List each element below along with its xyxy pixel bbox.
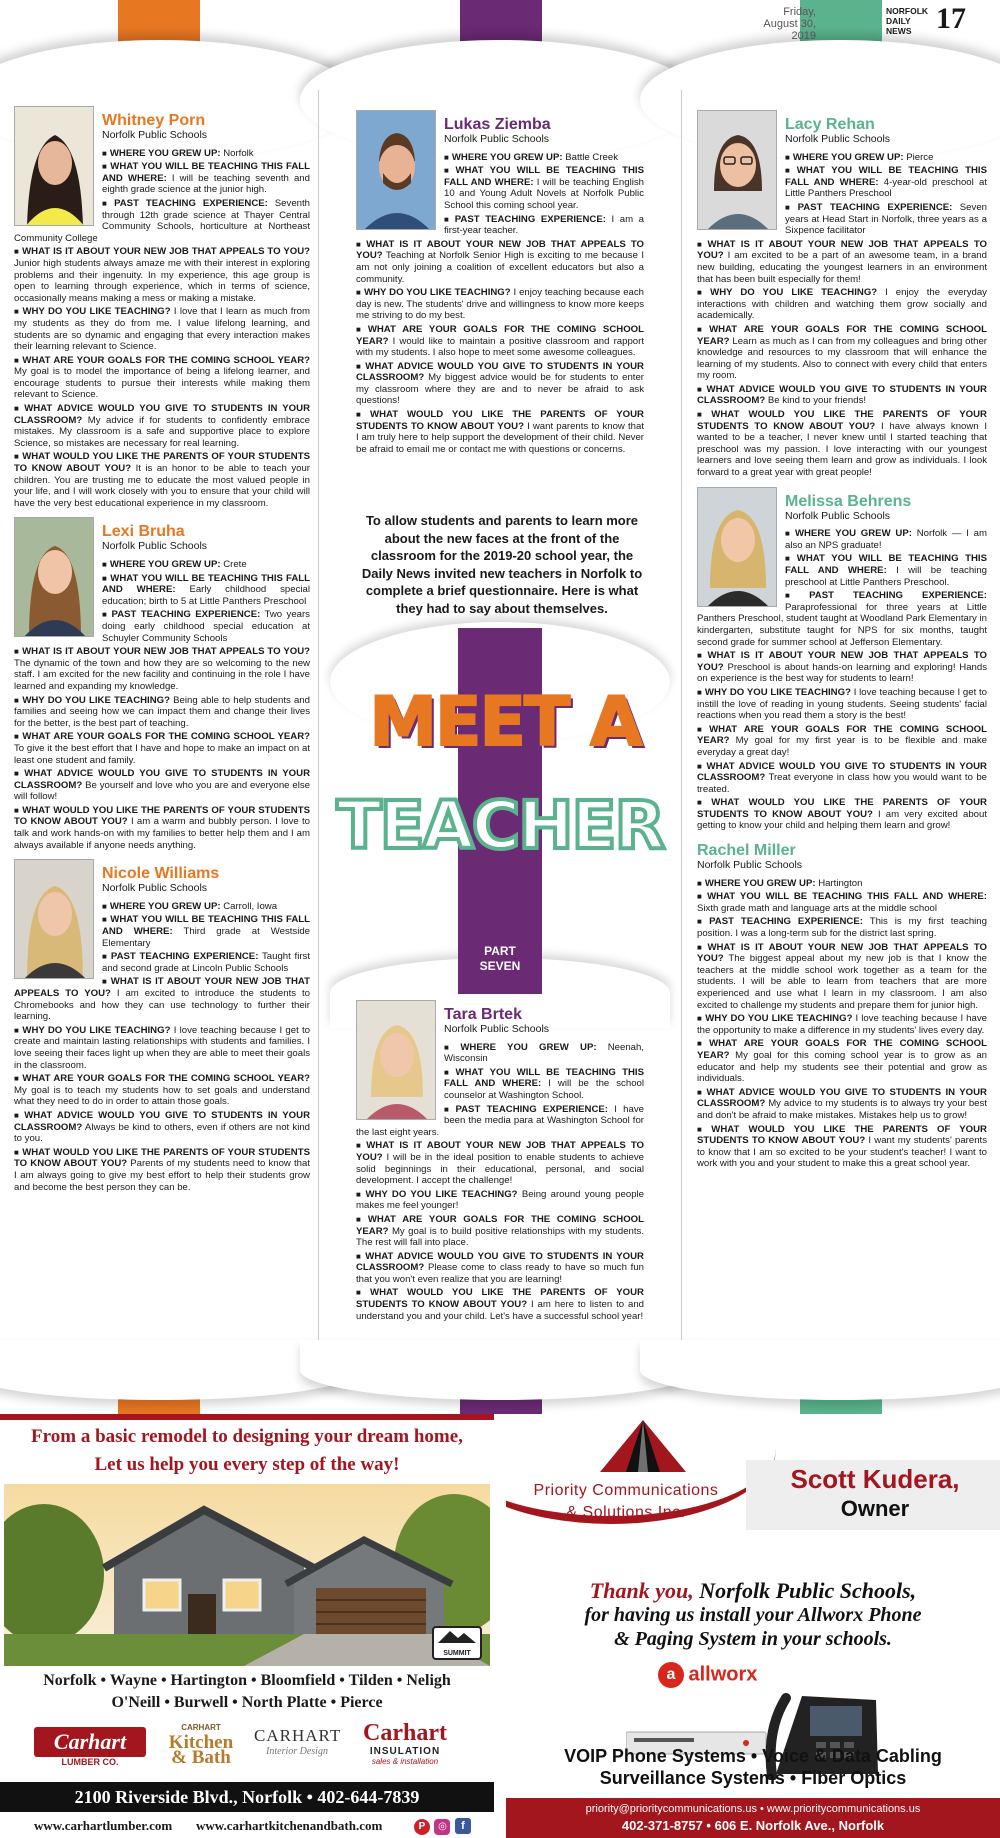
priority-thanks-b: Norfolk Public Schools, (699, 1578, 917, 1603)
carhart-web-2[interactable]: www.carhartkitchenandbath.com (196, 1818, 383, 1833)
paper-name-3: NEWS (886, 26, 912, 36)
summit-label: SUMMIT (443, 1650, 471, 1657)
priority-footer-address: 402-371-8757 • 606 E. Norfolk Ave., Norfolk (621, 1818, 885, 1833)
allworx-logo (658, 1662, 778, 1692)
teacher-entry-lukas: Lukas Ziemba Norfolk Public Schools ■ WHERE YOU GREW UP: Battle Creek ■ WHAT YOU WILL BE TEACHING THIS FALL AND WHERE: I will be teaching English 10 and Young Adult Novels at Norfolk Public School this coming school year. ■ PAST TEACHING EXPERIENCE: I am a first-year teacher. ■ WHAT IS IT ABOUT YOUR NEW JOB THAT APPEALS TO YOU? Teaching at Norfolk Senior High is exciting to me because I am not only joining a coalition of excellent educators but also a community. ■ WHY DO YOU LIKE TEACHING? I enjoy teaching because each day is new. The students' drive and willingness to know more keeps me striving to do my best. ■ WHAT ARE YOUR GOALS FOR THE COMING SCHOOL YEAR? I would like to maintain a positive classroom and rapport with my students. I also hope to meet some awesome colleagues. ■ WHAT ADVICE WOULD YOU GIVE TO STUDENTS IN YOUR CLASSROOM? My biggest advice would be for students to enter my classroom where they are and to never be afraid to ask questions! ■ WHAT WOULD YOU LIKE THE PARENTS OF YOUR STUDENTS TO KNOW ABOUT YOU? I want parents to know that I am truly here to help support the development of their child. Never be afraid to email me or contact me with questions or concerns. (356, 110, 644, 457)
column-middle (356, 110, 644, 510)
teacher-school: Norfolk Public Schools (102, 882, 208, 895)
carhart-lumber-name: Carhart (34, 1727, 146, 1757)
priority-footer (506, 1798, 1000, 1838)
facebook-icon[interactable]: f (455, 1818, 471, 1834)
pinterest-icon[interactable]: P (414, 1819, 430, 1835)
teacher-entry-lacy: Lacy Rehan Norfolk Public Schools ■ WHERE YOU GREW UP: Pierce ■ WHAT YOU WILL BE TEACHING THIS FALL AND WHERE: 4-year-old preschool at Little Panthers Preschool ■ PAST TEACHING EXPERIENCE: Seven years at Head Start in Norfolk, three years as a Sixpence facilitator ■ WHAT IS IT ABOUT YOUR NEW JOB THAT APPEALS TO YOU? I am excited to be a part of an awesome team, in a brand new building, educating the youngest learners in an environment that has been built especially for them! ■ WHY DO YOU LIKE TEACHING? I enjoy the everyday interactions with children and watching them grow socially and academically. ■ WHAT ARE YOUR GOALS FOR THE COMING SCHOOL YEAR? Learn as much as I can from my colleagues and bring other knowledge and resources to my classroom that will enhance the learning of my students. Also to connect with every child that enters my room. ■ WHAT ADVICE WOULD YOU GIVE TO STUDENTS IN YOUR CLASSROOM? Be kind to your friends! ■ WHAT WOULD YOU LIKE THE PARENTS OF YOUR STUDENTS TO KNOW ABOUT YOU? I have always known I wanted to be a teacher, I never knew until I started teaching that preschool was my passion. I love interacting with our youngest learners and love seeing them learn and grow as individuals. I look forward to a great year with great people! (697, 110, 987, 481)
priority-footer-web[interactable]: priority@prioritycommunications.us • www.prioritycommunications.us (585, 1803, 921, 1815)
paper-name-1: NORFOLK (886, 6, 929, 16)
teacher-photo (697, 110, 777, 230)
priority-thanks-3: & Paging System in your schools. (614, 1628, 892, 1650)
teacher-photo (14, 517, 94, 637)
date-line-1: Friday, (783, 6, 816, 18)
logo-line-1 (360, 683, 650, 762)
priority-company-2: & Solutions Inc. (566, 1504, 686, 1521)
teacher-photo (14, 859, 94, 979)
teacher-school: Norfolk Public Schools (444, 133, 550, 145)
priority-ad[interactable] (506, 1414, 1000, 1838)
teacher-school: Norfolk Public Schools (102, 540, 208, 553)
house-photo (4, 1484, 490, 1666)
teacher-school: Norfolk Public Schools (785, 509, 891, 522)
teacher-school: Norfolk Public Schools (785, 133, 891, 145)
teacher-entry-tara: Tara Brtek Norfolk Public Schools ■ WHERE YOU GREW UP: Neenah, Wisconsin ■ WHAT YOU WILL BE TEACHING THIS FALL AND WHERE: I will be the school counselor at Washington School. ■ PAST TEACHING EXPERIENCE: I have been the media para at Washington School for the last eight years. ■ WHAT IS IT ABOUT YOUR NEW JOB THAT APPEALS TO YOU? I will be in the ideal position to enable students to achieve solid beginnings in their educational, personal, and social development. I accept the challenge! ■ WHY DO YOU LIKE TEACHING? Being around young people makes me feel younger! ■ WHAT ARE YOUR GOALS FOR THE COMING SCHOOL YEAR? My goal is to build positive relationships with my students. The rest will fall into place. ■ WHAT ADVICE WOULD YOU GIVE TO STUDENTS IN YOUR CLASSROOM? Please come to class ready to have so much fun that you won't even realize that you are learning! ■ WHAT WOULD YOU LIKE THE PARENTS OF YOUR STUDENTS TO KNOW ABOUT YOU? I am here to listen to and understand you and your child. Let's have a successful school year! (356, 1000, 644, 1324)
priority-thanks-a: Thank you, (589, 1578, 694, 1603)
logo-part-seven (458, 944, 542, 974)
teacher-entry-whitney: Whitney Porn Norfolk Public Schools ■ WHERE YOU GREW UP: Norfolk ■ WHAT YOU WILL BE TEACHING THIS FALL AND WHERE: I will be teaching seventh and eighth grade science at the junior high. ■ PAST TEACHING EXPERIENCE: Seventh through 12th grade science at Thayer Central Community Schools, horticulture at Northeast Community College ■ WHAT IS IT ABOUT YOUR NEW JOB THAT APPEALS TO YOU? Junior high students always amaze me with their interest in exploring problems and their ingenuity. In my experience, this age group is open to learning through experience, which in terms of science, occasionally means making a mess or making a mistake. ■ WHY DO YOU LIKE TEACHING? I love that I learn as much from my students as they do from me. I value lifelong learning, and students are so dynamic and engaging that every interaction makes their learning relevant to Science. ■ WHAT ARE YOUR GOALS FOR THE COMING SCHOOL YEAR? My goal is to model the importance of being a lifelong learner, and encourage students to pursue their interests while making them relevant to Science. ■ WHAT ADVICE WOULD YOU GIVE TO STUDENTS IN YOUR CLASSROOM? My advice if for students to confidently embrace mistakes. My classroom is a safe and supportive place to explore Science, so mistakes are necessary for real learning. ■ WHAT WOULD YOU LIKE THE PARENTS OF YOUR STUDENTS TO KNOW ABOUT YOU? It is an honor to be able to teach your children. You are trusting me to educate the most valued people in your life, and I will work closely with you to ensure that your child will have the very best educational experience in my classroom. (14, 106, 310, 511)
priority-thanks-2: for having us install your Allworx Phone (584, 1604, 922, 1626)
teacher-school: Norfolk Public Schools (444, 1023, 550, 1035)
teacher-name: Melissa Behrens (785, 492, 912, 510)
teacher-entry-nicole: Nicole Williams Norfolk Public Schools ■ WHERE YOU GREW UP: Carroll, Iowa ■ WHAT YOU WILL BE TEACHING THIS FALL AND WHERE: Third grade at Westside Elementary ■ PAST TEACHING EXPERIENCE: Taught first and second grade at Lincoln Public Schools ■ WHAT IS IT ABOUT YOUR NEW JOB THAT APPEALS TO YOU? I am excited to introduce the students to Chromebooks and how they can use technology to further their learning. ■ WHY DO YOU LIKE TEACHING? I love teaching because I get to create and maintain lasting relationships with students and families. I love seeing their faces light up when they are able to meet their goals in the classroom. ■ WHAT ARE YOUR GOALS FOR THE COMING SCHOOL YEAR? My goal is to teach my students how to set goals and understand what they need to do in order to attain those goals. ■ WHAT ADVICE WOULD YOU GIVE TO STUDENTS IN YOUR CLASSROOM? Always be kind to others, even if others are not kind to you. ■ WHAT WOULD YOU LIKE THE PARENTS OF YOUR STUDENTS TO KNOW ABOUT YOU? Parents of my students need to know that I am always going to give my best effort to help their students grow and become the best person they can be. (14, 859, 310, 1195)
carhart-kitchen-label: CARHART (181, 1723, 221, 1732)
teacher-name: Lukas Ziemba (444, 116, 551, 133)
teacher-entry-rachel: Rachel Miller Norfolk Public Schools ■ WHERE YOU GREW UP: Hartington ■ WHAT YOU WILL BE TEACHING THIS FALL AND WHERE: Sixth grade math and language arts at the middle school ■ PAST TEACHING EXPERIENCE: This is my first teaching position. I was a long-term sub for the district last spring. ■ WHAT IS IT ABOUT YOUR NEW JOB THAT APPEALS TO YOU? The biggest appeal about my new job is that I know the teachers at the middle school work together as a team for the students. I will be able to learn from teachers that are more experienced and use what I learn in my classroom. I am also excited to challenge my students and prepare them for junior high. ■ WHY DO YOU LIKE TEACHING? I love teaching because I have the opportunity to make a difference in my students' lives every day. ■ WHAT ARE YOUR GOALS FOR THE COMING SCHOOL YEAR? My goal for this coming school year is to grow as an educator and help my students see their potential and grow as individuals. ■ WHAT ADVICE WOULD YOU GIVE TO STUDENTS IN YOUR CLASSROOM? My advice to my students is to always try your best and don't be afraid to make mistakes. Mistakes help us to grow! ■ WHAT WOULD YOU LIKE THE PARENTS OF YOUR STUDENTS TO KNOW ABOUT YOU? I want my students' parents to know that I am so excited to be your student's teacher! I want to work with you and your student to make this a great school year. (697, 842, 987, 1170)
priority-services-1: VOIP Phone Systems • Voice & Data Cabling (564, 1746, 942, 1766)
priority-logo-icon (598, 1418, 688, 1474)
logo-teacher: TEACHER (336, 787, 664, 864)
instagram-icon[interactable]: ◎ (434, 1819, 450, 1835)
carhart-interior-logo (254, 1726, 340, 1772)
teacher-school: Norfolk Public Schools (697, 859, 803, 872)
column-middle-lower (356, 1000, 644, 1340)
logo-meet-a: MEET A (369, 683, 641, 762)
carhart-address[interactable]: 2100 Riverside Blvd., Norfolk • 402-644-7839 (0, 1782, 494, 1812)
priority-company-1: Priority Communications (533, 1482, 719, 1499)
column-left (14, 106, 310, 1376)
teacher-name: Tara Brtek (444, 1006, 522, 1023)
summit-badge (432, 1626, 482, 1660)
carhart-kitchen-name: Kitchen (168, 1732, 234, 1753)
carhart-lumber-sub: LUMBER CO. (61, 1757, 119, 1767)
bottom-arc-right (640, 1340, 1000, 1400)
column-right (697, 110, 987, 1380)
allworx-label: allworx (688, 1663, 758, 1686)
column-divider-right (681, 90, 682, 1380)
teacher-photo (356, 110, 436, 230)
carhart-headline-2: Let us help you every step of the way! (94, 1454, 400, 1475)
carhart-towns-2: O'Neill • Burwell • North Platte • Pierce (111, 1694, 383, 1711)
teacher-entry-melissa: Melissa Behrens Norfolk Public Schools ■ WHERE YOU GREW UP: Norfolk — I am also an NPS graduate! ■ WHAT YOU WILL BE TEACHING THIS FALL AND WHERE: I will be teaching preschool at Little Panthers Preschool. ■ PAST TEACHING EXPERIENCE: Paraprofessional for three years at Little Panthers Preschool, student taught at Woodland Park Elementary in kindergarten, substitute taught for NPS for six months, taught second grade for summer school at Jefferson Elementary. ■ WHAT IS IT ABOUT YOUR NEW JOB THAT APPEALS TO YOU? Preschool is about hands-on learning and exploring! Hands on experience is the best way for students to learn! ■ WHY DO YOU LIKE TEACHING? I love teaching because I get to instill the love of reading in young students. Seeing students' facial reactions when you read them a story is the best! ■ WHAT ARE YOUR GOALS FOR THE COMING SCHOOL YEAR? My goal for my first year is to be flexible and make everyday a great day! ■ WHAT ADVICE WOULD YOU GIVE TO STUDENTS IN YOUR CLASSROOM? Treat everyone in class how you would want to be treated. ■ WHAT WOULD YOU LIKE THE PARENTS OF YOUR STUDENTS TO KNOW ABOUT YOU? I am very excited about getting to know your child and helping them learn and grow! (697, 487, 987, 834)
carhart-kitchen-bath: & Bath (171, 1747, 231, 1768)
teacher-entry-lexi: Lexi Bruha Norfolk Public Schools ■ WHERE YOU GREW UP: Crete ■ WHAT YOU WILL BE TEACHING THIS FALL AND WHERE: Early childhood special education; birth to 5 at Little Panthers Preschool ■ PAST TEACHING EXPERIENCE: Two years doing early childhood special education at Schuyler Community Schools ■ WHAT IS IT ABOUT YOUR NEW JOB THAT APPEALS TO YOU? The dynamic of the town and how they are so welcoming to the new staff. I am excited for the new facility and continuing in the role I have learned and expanding my knowledge. ■ WHY DO YOU LIKE TEACHING? Being able to help students and families and seeing how we can impact them and change their lives for the better, is the best part of teaching. ■ WHAT ARE YOUR GOALS FOR THE COMING SCHOOL YEAR? To give it the best effort that I have and hope to make an impact on at least one student and family. ■ WHAT ADVICE WOULD YOU GIVE TO STUDENTS IN YOUR CLASSROOM? Be yourself and love who you are and everyone else will follow! ■ WHAT WOULD YOU LIKE THE PARENTS OF YOUR STUDENTS TO KNOW ABOUT YOU? I am a warm and bubbly person. I love to talk and work hands-on with my families to better help them and I am always available if anyone needs anything. (14, 517, 310, 853)
teacher-name: Whitney Porn (102, 112, 206, 129)
page-number: 17 (936, 2, 966, 35)
teacher-photo (356, 1000, 436, 1120)
carhart-insulation-name: Carhart (363, 1720, 447, 1746)
carhart-insulation-logo (350, 1720, 460, 1776)
teacher-photo (14, 106, 94, 226)
logo-line-2 (334, 787, 666, 864)
column-divider-left (318, 90, 319, 1380)
allworx-icon: a (658, 1662, 684, 1688)
carhart-kitchen-logo (156, 1720, 246, 1776)
social-icons (414, 1816, 474, 1834)
carhart-interior-name: CARHART (254, 1726, 342, 1745)
teacher-name: Rachel Miller (697, 842, 796, 860)
carhart-insulation-sub: INSULATION (369, 1746, 441, 1757)
carhart-web-1[interactable]: www.carhartlumber.com (34, 1818, 173, 1833)
teacher-school: Norfolk Public Schools (102, 129, 208, 141)
logo-seven: SEVEN (479, 959, 521, 973)
masthead (718, 2, 998, 46)
teacher-name: Lacy Rehan (785, 116, 875, 133)
carhart-insulation-tag: sales & installation (371, 1757, 439, 1766)
carhart-ad[interactable] (0, 1414, 494, 1838)
date-line-2: August 30, (763, 18, 816, 30)
teacher-name: Nicole Williams (102, 865, 220, 883)
teacher-photo (697, 487, 777, 607)
carhart-headline-1: From a basic remodel to designing your dream home, (31, 1426, 463, 1447)
priority-owner-name: Scott Kudera, (790, 1464, 960, 1494)
teacher-name: Lexi Bruha (102, 523, 185, 541)
priority-services-2: Surveillance Systems • Fiber Optics (599, 1768, 907, 1788)
carhart-towns-1: Norfolk • Wayne • Hartington • Bloomfield • Tilden • Neligh (43, 1672, 451, 1689)
paper-name-2: DAILY (886, 16, 911, 26)
intro-text: To allow students and parents to learn more about the new faces at the front of the classroom for the 2019-20 school year, the Daily News invited new teachers in Norfolk to complete a brief questionnaire. Here is what they had to say about themselves. (361, 513, 643, 616)
priority-thanks-1 (506, 1578, 1000, 1604)
carhart-border (0, 1414, 494, 1420)
carhart-interior-sub: Interior Design (266, 1746, 328, 1757)
priority-owner-title: Owner (840, 1496, 910, 1521)
date-line-3: 2019 (791, 30, 816, 42)
logo-part: PART (484, 944, 516, 958)
carhart-lumber-logo (34, 1727, 146, 1773)
